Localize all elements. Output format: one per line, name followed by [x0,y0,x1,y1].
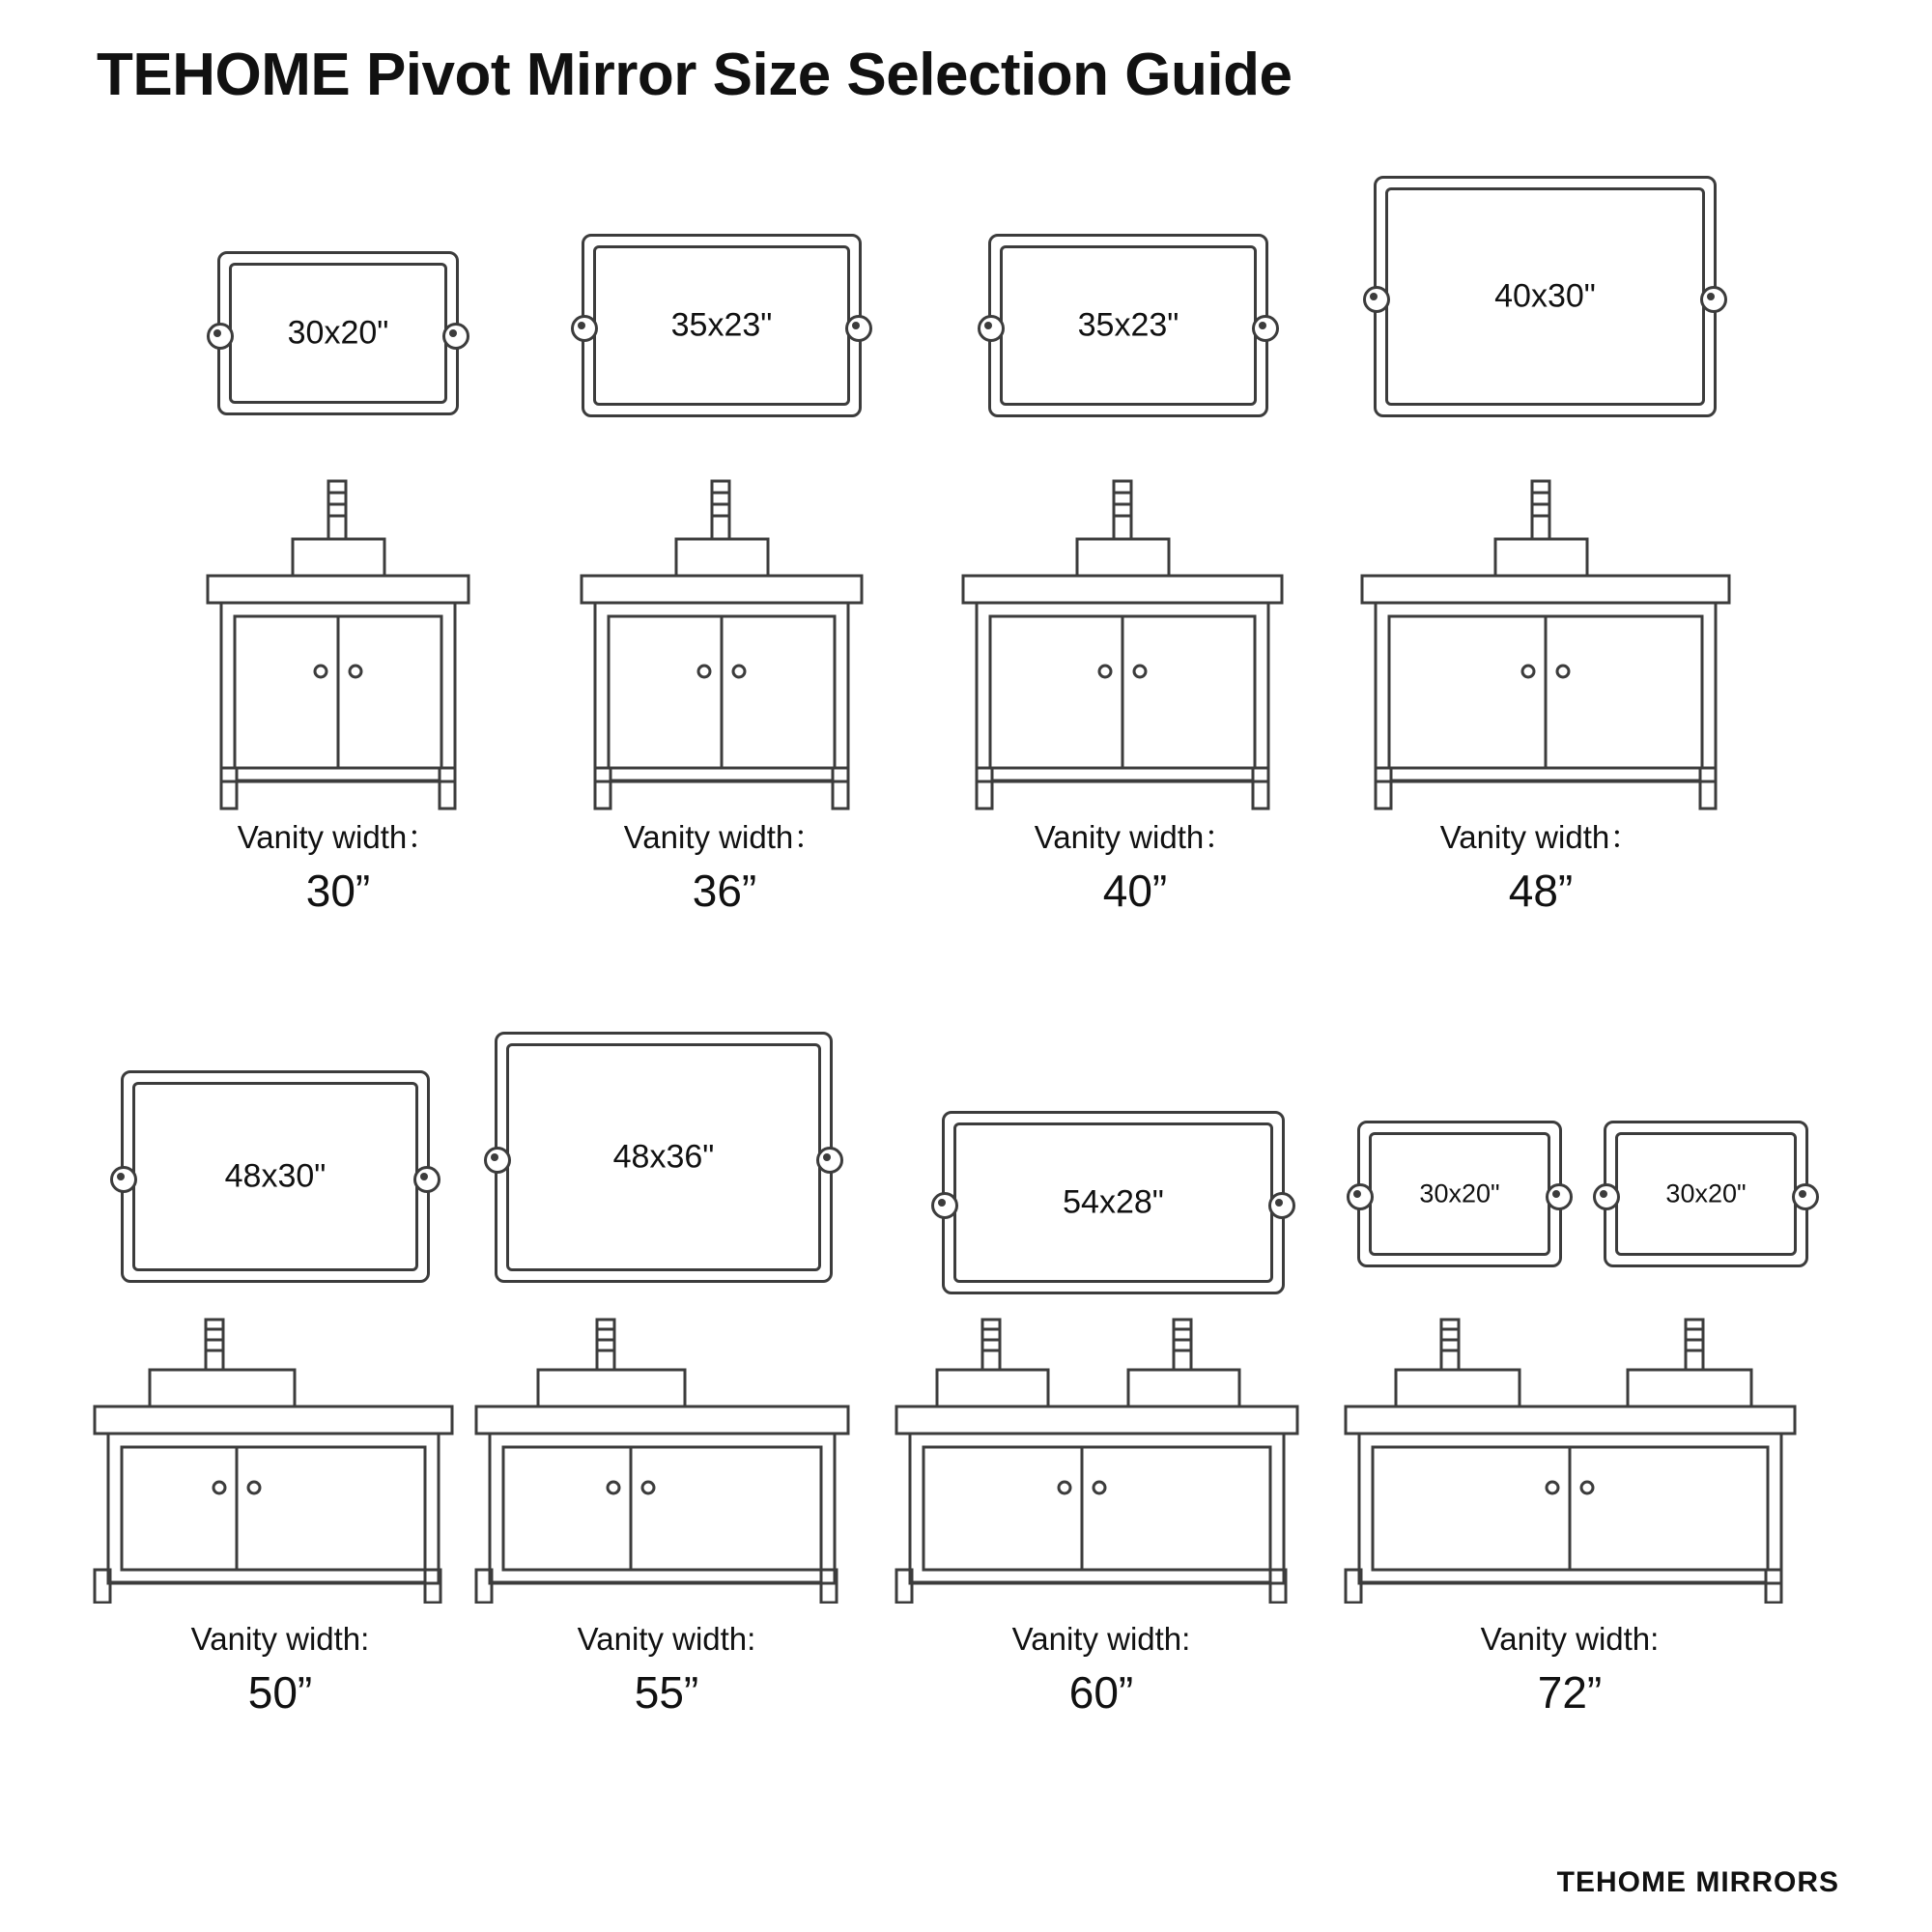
pivot-left-icon [571,315,598,342]
pivot-left-icon [207,323,234,350]
mirror-size-label: 30x20" [1419,1179,1500,1208]
vanity-single-55 [469,1314,865,1604]
size-card-55[interactable] [473,1005,860,1816]
mirror-frame[interactable] [582,234,862,417]
pivot-right-icon [1546,1183,1573,1210]
size-card-30[interactable] [145,145,531,1014]
size-card-50[interactable] [92,1005,469,1816]
vanity-width-value: 30” [305,866,371,916]
vanity-width-value: 40” [1102,866,1168,916]
size-card-40[interactable] [923,145,1348,1014]
pivot-left-icon [110,1166,137,1193]
pivot-left-icon [1363,286,1390,313]
mirror-54x28 [894,1005,1309,1294]
mirror-size-label: 35x23" [670,306,773,344]
vanity-width-value: 72” [1537,1667,1603,1718]
vanity-width-label: Vanity width: [1011,1621,1191,1657]
vanity-single-48 [1343,473,1748,811]
mirror-size-label: 48x30" [224,1157,327,1195]
vanity-single-50 [87,1314,473,1604]
mirror-48x30 [92,1005,469,1294]
mirror-size-label: 35x23" [1077,306,1179,344]
vanity-width-label: Vanity width： [1439,819,1642,855]
mirror-pair-30x20 [1338,1005,1821,1294]
caption-48 [1328,819,1753,916]
size-card-60[interactable] [894,1005,1309,1816]
mirror-size-label: 54x28" [1063,1183,1164,1221]
mirror-size-label: 30x20" [287,314,389,352]
pivot-right-icon [816,1147,843,1174]
mirror-48x36 [473,1005,860,1294]
vanity-width-value: 50” [247,1667,313,1718]
vanity-double-60 [889,1314,1314,1604]
vanity-width-label: Vanity width: [1480,1621,1660,1657]
mirror-frame[interactable] [217,251,459,415]
vanity-double-72 [1328,1314,1811,1604]
mirror-size-label: 48x36" [612,1138,715,1176]
pivot-left-icon [484,1147,511,1174]
pivot-right-icon [1252,315,1279,342]
page-title: TEHOME Pivot Mirror Size Selection Guide [97,42,1293,108]
caption-30 [145,819,531,916]
pivot-right-icon [1700,286,1727,313]
pivot-left-icon [1347,1183,1374,1210]
caption-55 [473,1621,860,1718]
mirror-size-label: 40x30" [1494,277,1596,315]
vanity-width-label: Vanity width: [190,1621,370,1657]
caption-60 [894,1621,1309,1718]
mirror-35x23-a [522,145,927,396]
vanity-width-label: Vanity width: [577,1621,756,1657]
vanity-single-36 [562,473,881,811]
size-card-36[interactable] [522,145,927,1014]
size-row-1 [0,145,1932,1014]
size-row-2 [0,1005,1932,1816]
vanity-single-30 [188,473,488,811]
mirror-30x20 [145,145,531,396]
mirror-frame-right[interactable] [1604,1121,1808,1267]
vanity-width-label: Vanity width： [237,819,440,855]
brand-footer: TEHOME MIRRORS [1556,1866,1839,1898]
mirror-35x23-b [923,145,1348,396]
mirror-frame[interactable] [121,1070,430,1283]
caption-50 [92,1621,469,1718]
caption-40 [923,819,1348,916]
vanity-width-value: 55” [634,1667,699,1718]
pivot-left-icon [931,1192,958,1219]
mirror-size-label: 30x20" [1665,1179,1747,1208]
vanity-width-label: Vanity width： [1034,819,1236,855]
pivot-right-icon [413,1166,440,1193]
vanity-width-label: Vanity width： [623,819,826,855]
vanity-single-40 [944,473,1301,811]
size-card-48[interactable] [1343,145,1816,1014]
pivot-left-icon [978,315,1005,342]
pivot-right-icon [845,315,872,342]
vanity-width-value: 48” [1508,866,1574,916]
mirror-frame-left[interactable] [1357,1121,1562,1267]
pivot-right-icon [442,323,469,350]
pivot-right-icon [1792,1183,1819,1210]
caption-36 [522,819,927,916]
mirror-frame[interactable] [495,1032,833,1283]
vanity-width-value: 36” [692,866,757,916]
mirror-frame[interactable] [988,234,1268,417]
vanity-width-value: 60” [1068,1667,1134,1718]
mirror-40x30 [1343,145,1816,396]
mirror-frame[interactable] [1374,176,1717,417]
pivot-left-icon [1593,1183,1620,1210]
pivot-right-icon [1268,1192,1295,1219]
caption-72 [1338,1621,1802,1718]
mirror-frame[interactable] [942,1111,1285,1294]
size-card-72[interactable] [1338,1005,1821,1816]
